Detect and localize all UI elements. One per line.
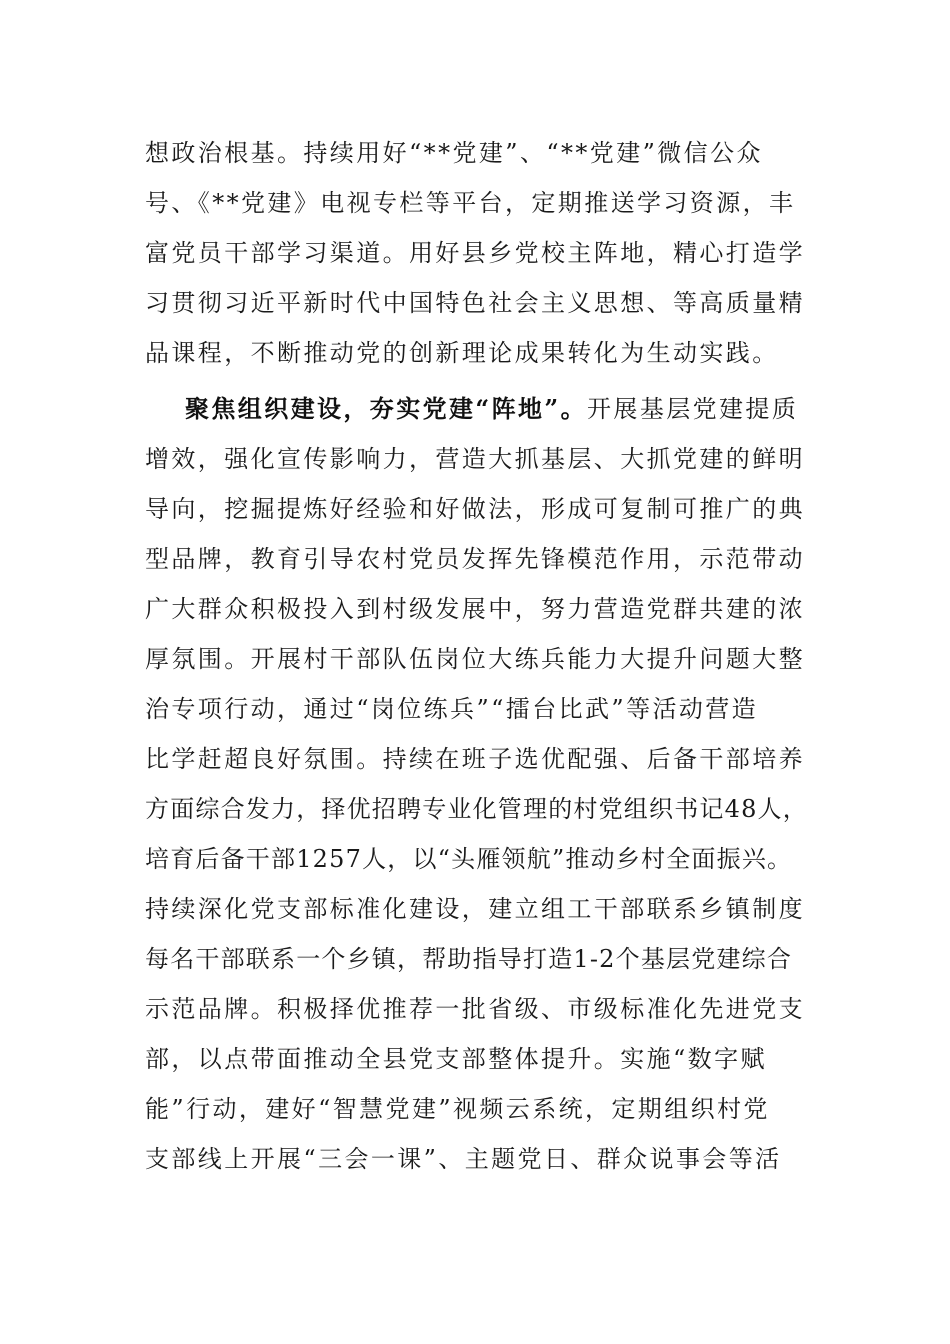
paragraph-line: 治专项行动，通过“岗位练兵”“擂台比武”等活动营造 — [145, 695, 759, 723]
paragraph-text: 开展基层党建提质 — [587, 395, 799, 423]
paragraph-line: 富党员干部学习渠道。用好县乡党校主阵地，精心打造学 — [145, 239, 805, 267]
paragraph-line: 型品牌，教育引导农村党员发挥先锋模范作用，示范带动 — [145, 545, 805, 573]
paragraph-line: 习贯彻习近平新时代中国特色社会主义思想、等高质量精 — [145, 289, 805, 317]
paragraph-line: 方面综合发力，择优招聘专业化管理的村党组织书记48人， — [145, 795, 808, 823]
paragraph-line: 持续深化党支部标准化建设，建立组工干部联系乡镇制度 — [145, 895, 805, 923]
paragraph-line: 导向，挖掘提炼好经验和好做法，形成可复制可推广的典 — [145, 495, 805, 523]
paragraph-line: 示范品牌。积极择优推荐一批省级、市级标准化先进党支 — [145, 995, 805, 1023]
paragraph-line: 想政治根基。持续用好“**党建”、“**党建”微信公众 — [145, 139, 763, 167]
section-heading: 聚焦组织建设，夯实党建“阵地”。 — [185, 394, 588, 423]
paragraph-line: 部，以点带面推动全县党支部整体提升。实施“数字赋 — [145, 1045, 767, 1073]
paragraph-line: 号、《**党建》电视专栏等平台，定期推送学习资源，丰 — [145, 189, 796, 217]
paragraph-line: 支部线上开展“三会一课”、主题党日、群众说事会等活 — [145, 1145, 782, 1173]
paragraph-line: 广大群众积极投入到村级发展中，努力营造党群共建的浓 — [145, 595, 805, 623]
paragraph-line: 品课程，不断推动党的创新理论成果转化为生动实践。 — [145, 339, 779, 367]
paragraph-line: 能”行动，建好“智慧党建”视频云系统，定期组织村党 — [145, 1095, 770, 1123]
paragraph-line: 增效，强化宣传影响力，营造大抓基层、大抓党建的鲜明 — [145, 445, 805, 473]
paragraph-line: 厚氛围。开展村干部队伍岗位大练兵能力大提升问题大整 — [145, 645, 805, 673]
paragraph-first-line — [185, 383, 798, 435]
paragraph-line: 培育后备干部1257人，以“头雁领航”推动乡村全面振兴。 — [145, 845, 793, 873]
paragraph-line: 比学赶超良好氛围。持续在班子选优配强、后备干部培养 — [145, 745, 805, 773]
paragraph-line: 每名干部联系一个乡镇，帮助指导打造1-2个基层党建综合 — [145, 945, 793, 973]
